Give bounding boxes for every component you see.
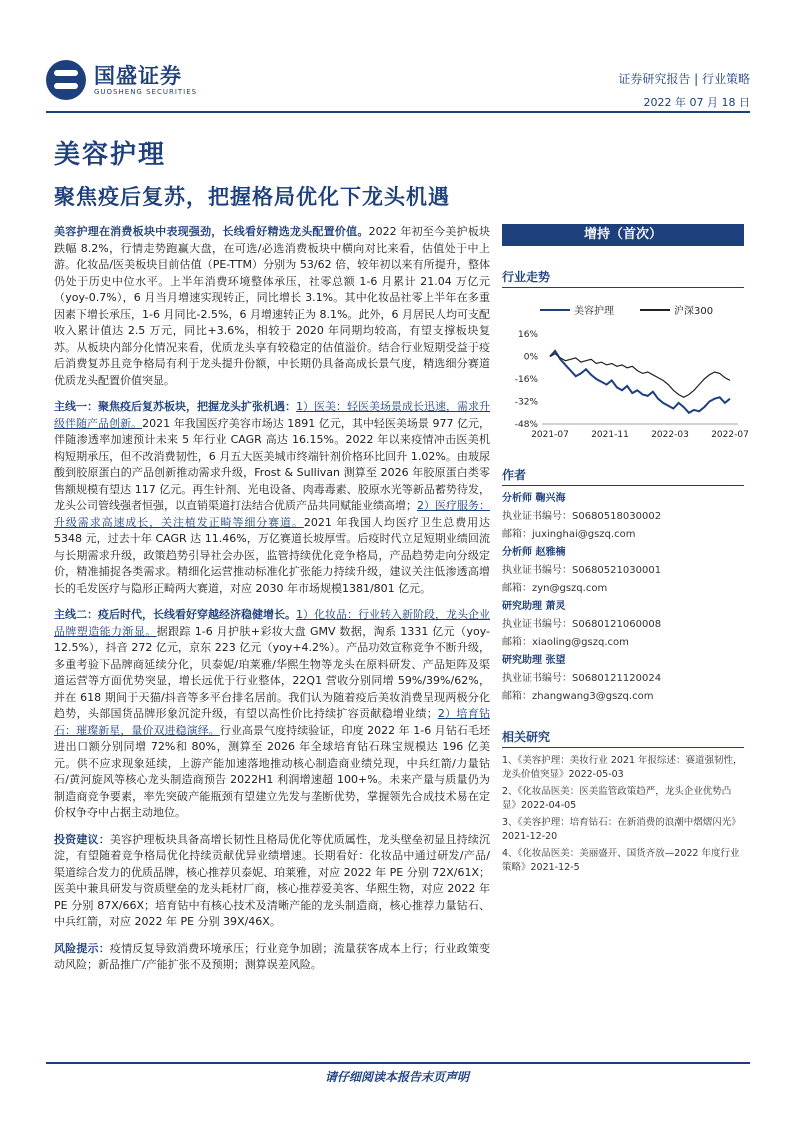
author-email[interactable]: 邮箱：zhangwang3@gszq.com <box>502 691 654 702</box>
author-cert: 执业证书编号：S0680121060008 <box>502 619 662 630</box>
x-tick-label: 2022-07 <box>711 430 749 440</box>
related-item[interactable]: 1、《美容护理：美妆行业 2021 年报综述：赛道强韧性，龙头价值突显》2022-05-03 <box>502 755 743 780</box>
author-entry <box>502 544 744 598</box>
author-entry <box>502 490 744 544</box>
x-tick-label: 2022-03 <box>651 430 689 440</box>
related-section-title: 相关研究 <box>502 728 744 748</box>
paragraph-risk <box>54 941 490 974</box>
authors-section-title: 作者 <box>502 466 744 486</box>
x-tick-label: 2021-07 <box>531 430 569 440</box>
logo-en: GUOSHENG SECURITIES <box>94 88 198 96</box>
author-email[interactable]: 邮箱：zyn@gszq.com <box>502 583 608 594</box>
underlined-point: 1）医美：轻医美场景成长迅速，需求升级伴随产品创新。 <box>54 400 490 430</box>
x-tick-label: 2021-11 <box>591 430 629 440</box>
paragraph-text: 2022 年初至今美护板块跌幅 8.2%，行情走势跑赢大盘，在可选/必选消费板块中横向对比来看，估值处于中上游。化妆品/医美板块目前估值（PE-TTM）分别为 53/62 倍，较年初以来有所提升，整体仍处于历史中位水平。上半年消费环境整体承压，社零总额 1-6 月累计 21.04 万亿元（yoy-0.7%），6 月当月增速实现转正，同比增长 3.1%。其中化妆品社零上半年在多重因素下增长承压，1-6 月同比-2.5%，6 月增速转正为 8.1%。此外，6 月居民人均可支配收入累计值达 2.5 万元，同比+3.6%，相较于 2020 年同期均较高，有望支撑板块复苏。从板块内部分化情况来看，优质龙头享有较稳定的估值溢价。结合行业短期受益于疫后消费复苏且竞争格局有利于龙头提升份额，中长期仍具备高成长景气度，精选细分赛道优质龙头配置价值突显。 <box>54 225 490 387</box>
report-type: 证券研究报告 | 行业策略 <box>618 72 750 86</box>
paragraph-investment <box>54 832 490 931</box>
legend-label: 沪深300 <box>674 306 714 317</box>
legend-label: 美容护理 <box>574 306 614 317</box>
rating-badge: 增持（首次） <box>502 224 744 246</box>
author-entry <box>502 652 744 706</box>
underlined-point: 1）化妆品：行业转入新阶段，龙头企业品牌塑造能力渐显。 <box>54 608 490 638</box>
author-entry <box>502 598 744 652</box>
footer-divider <box>46 1062 750 1064</box>
author-email[interactable]: 邮箱：juxinghai@gszq.com <box>502 529 636 540</box>
series-line <box>550 351 730 413</box>
author-email[interactable]: 邮箱：xiaoling@gszq.com <box>502 637 629 648</box>
logo-cn: 国盛证券 <box>94 64 182 88</box>
footer-disclaimer: 请仔细阅读本报告末页声明 <box>324 1070 469 1084</box>
paragraph-lead: 主线一：聚焦疫后复苏板块，把握龙头扩张机遇： <box>54 400 296 413</box>
paragraph-text: 2021 年我国医疗美容市场达 1891 亿元，其中轻医美场景 977 亿元，伴随渗透率加速预计未来 5 年行业 CAGR 高达 16.15%。2022 年以来疫情冲击医美机构短期承压，但不改消费韧性，6 月五大医美城市终端针剂价格环比回升 1.02%。由玻尿酸到胶原蛋白的产品创新推动需求升级，Frost & Sullivan 测算至 2026 年胶原蛋白类零售额规模有望达 117 亿元。再生针剂、光电设备、肉毒毒素、胶原水光等新品蓄势待发，龙头公司管线强者恒强，以直销渠道打法结合优质产品共同赋能业绩高增； <box>54 416 490 512</box>
header-divider <box>46 111 750 113</box>
related-item[interactable]: 4、《化妆品医美：美丽盛开、国货齐放—2022 年度行业策略》2021-12-5 <box>502 848 740 873</box>
sidebar <box>502 224 749 878</box>
underlined-point: 2）培育钻石：璀璨新星，量价双进稳演绎。 <box>54 707 491 737</box>
y-tick-label: -48% <box>514 420 538 430</box>
logo <box>46 60 197 100</box>
paragraph-text: 行业高景气度持续验证，印度 2022 年 1-6 月钻石毛坯进出口额分别同增 72%和 80%，测算至 2026 年全球培育钻石珠宝规模达 196 亿美元。供不应求现象延续，上游产能加速落地推动核心制造商业绩兑现，中兵红箭/力量钻石/黄河旋风等核心龙头制造商预告 2022H1 利润增速超 100+%。未来产量与质量仍为制造商竞争要素，率先突破产能瓶颈有望建立先发与垄断优势，掌握领先合成技术易在定价权争夺中占据主动地位。 <box>54 723 491 819</box>
main-body <box>54 224 490 984</box>
related-item[interactable]: 3、《美容护理：培育钻石：在新消费的浪潮中熠熠闪光》2021-12-20 <box>502 817 741 842</box>
y-tick-label: -32% <box>514 397 538 408</box>
trend-section-title: 行业走势 <box>502 268 744 288</box>
trend-chart-svg <box>502 294 749 444</box>
paragraph-lead: 风险提示： <box>54 941 110 955</box>
trend-chart <box>502 294 749 444</box>
related-item[interactable]: 2、《化妆品医美：医美监管政策趋严，龙头企业优势凸显》2022-04-05 <box>502 786 732 811</box>
y-tick-label: 16% <box>517 330 538 340</box>
author-cert: 执业证书编号：S0680121120024 <box>502 673 662 684</box>
author-cert: 执业证书编号：S0680521030001 <box>502 565 662 576</box>
y-tick-label: -16% <box>514 375 538 385</box>
paragraph-text: 2021 年我国人均医疗卫生总费用达 5348 元，过去十年 CAGR 达 11.46%，万亿赛道长坡厚雪。后疫时代立足短期业绩回流与长期需求升级，政策趋势引导社会办医，监管持续优化竞争格局，产品趋势走向分级定价，精准捕捉各类需求。精细化运营推动标准化扩张能力持续升级，建议关注低渗透高增长的毛发医疗与隐形正畸两大赛道，对应 2030 年市场规模1381/801 亿元。 <box>54 515 490 595</box>
authors-list <box>502 490 744 706</box>
related-list <box>502 754 744 874</box>
paragraph-theme-one <box>54 399 490 597</box>
underlined-point: 2）医疗服务：升级需求高速成长，关注植发正畸等细分赛道。 <box>54 499 490 529</box>
y-tick-label: 0% <box>523 352 538 363</box>
author-role: 分析师 赵雅楠 <box>502 547 566 558</box>
page-subtitle: 聚焦疫后复苏，把握格局优化下龙头机遇 <box>54 185 450 209</box>
author-role: 分析师 鞠兴海 <box>502 493 566 504</box>
author-cert: 执业证书编号：S0680518030002 <box>502 511 662 522</box>
paragraph-text: 疫情反复导致消费环境承压；行业竞争加剧；流量获客成本上行；行业政策变动风险；新品推广/产能扩张不及预期；测算误差风险。 <box>54 941 490 971</box>
report-date: 2022 年 07 月 18 日 <box>643 96 750 109</box>
paragraph-text: 美容护理板块具备高增长韧性且格局优化等优质属性，龙头壁垒初显且持续沉淀，有望随着竞争格局优化持续贡献优异业绩增速。长期看好：化妆品中通过研发/产品/渠道综合发力的优质品牌，核心推荐贝泰妮、珀莱雅，对应 2022 年 PE 分别 72X/61X；医美中兼具研发与资质壁垒的龙头耗材厂商，核心推荐爱美客、华熙生物，对应 2022 年 PE 分别 87X/66X；培育钻中有核心技术及清晰产能的龙头制造商，核心推荐力量钻石、中兵红箭，对应 2022 年 PE 分别 39X/46X。 <box>54 832 490 928</box>
paragraph-summary <box>54 224 490 389</box>
page-title: 美容护理 <box>54 140 167 170</box>
author-role: 研究助理 张望 <box>502 655 566 666</box>
author-role: 研究助理 萧灵 <box>502 601 566 612</box>
paragraph-lead: 主线二：疫后时代，长线看好穿越经济稳健增长。 <box>54 608 296 621</box>
paragraph-lead: 投资建议： <box>54 832 110 846</box>
paragraph-text: 据跟踪 1-6 月护肤+彩妆大盘 GMV 数据，淘系 1331 亿元（yoy-12.5%），抖音 272 亿元，京东 223 亿元（yoy+4.2%）。产品功效宣称竞争不断升级，多重考验下品牌商延续分化，贝泰妮/珀莱雅/华熙生物等龙头在原料研发、产品矩阵及渠道运营等方面优势突显，增长远优于行业整体，22Q1 营收分别同增 59%/39%/62%，并在 618 期间于天猫/抖音等多平台排名居前。我们认为随着疫后美妆消费呈现两极分化趋势，头部国货品牌形象沉淀升级，有望以高性价比持续扩容贡献稳增业绩； <box>54 624 490 720</box>
logo-mark-icon <box>46 60 86 100</box>
paragraph-theme-two <box>54 607 490 822</box>
paragraph-lead: 美容护理在消费板块中表现强劲，长线看好精选龙头配置价值。 <box>54 225 369 238</box>
